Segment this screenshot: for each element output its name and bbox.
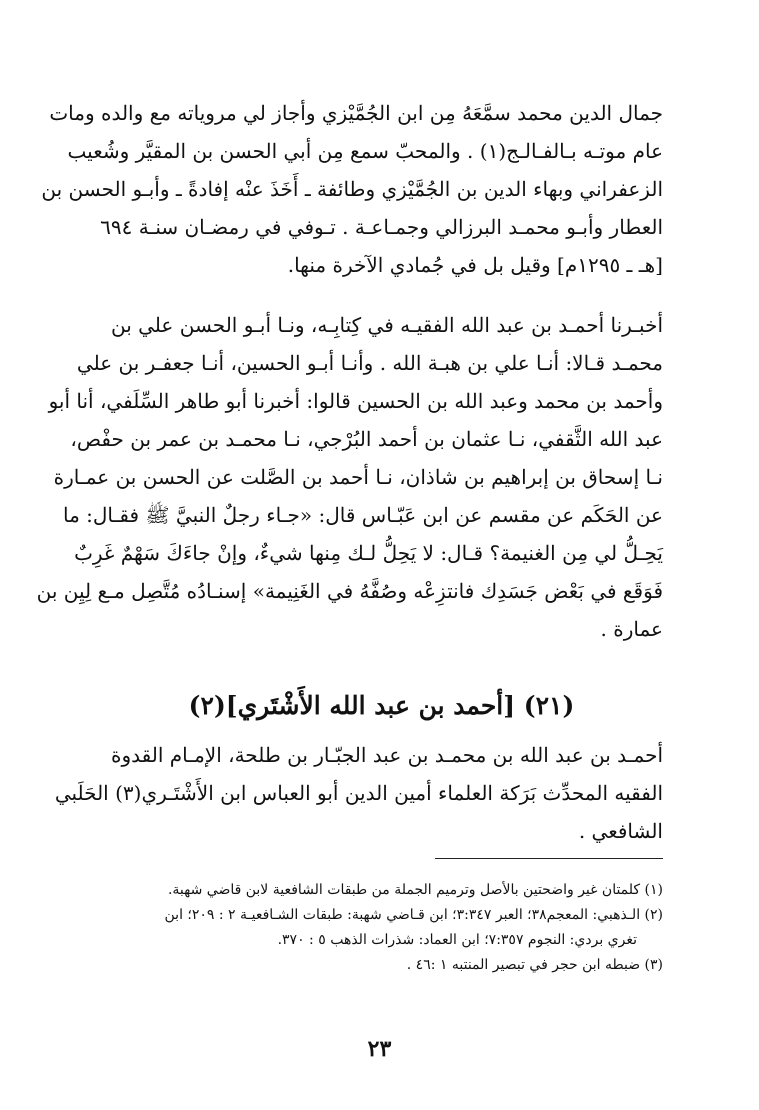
text-line: نـا إسحاق بن إبراهيم بن شاذان، نـا أحمد بن الصَّلت عن الحسن بن عمـارة: [53, 465, 663, 489]
paragraph-2: [36, 306, 663, 648]
paragraph-1: [41, 94, 663, 284]
paragraph-3: [54, 736, 663, 850]
text-line: وأحمد بن محمد وعبد الله بن الحسين قالوا: أخبرنا أبو طاهر السِّلَفي، أنا أبو: [48, 389, 663, 413]
page-number: ٢٣: [367, 1036, 392, 1062]
footnote-1: (١) كلمتان غير واضحتين بالأصل وترميم الجملة من طبقات الشافعية لابن قاضي شهبة.: [167, 882, 663, 898]
footnote-2: (٢) الـذهبي: المعجم٣٨؛ العبر ٣:٣٤٧؛ ابن قـاضي شهبة: طبقات الشـافعيـة ٢ : ٢٠٩؛ ابن: [164, 907, 663, 923]
text-line: عبد الله الثَّقفي، نـا عثمان بن أحمد البُرْجي، نـا محمـد بن عمر بن حفْص،: [70, 427, 663, 451]
text-line: الفقيه المحدِّث بَرَكة العلماء أمين الدين أبو العباس ابن الأَشْتَـري(٣) الحَلَبي: [54, 781, 663, 805]
text-line: أخبـرنا أحمـد بن عبد الله الفقيـه في كِتابِـه، ونـا أبـو الحسن علي بن: [110, 313, 663, 337]
footnote-2-continued: تغري بردي: النجوم ٧:٣٥٧؛ ابن العماد: شذرات الذهب ٥ : ٣٧٠.: [277, 932, 637, 948]
text-line: العطار وأبـو محمـد البرزالي وجمـاعـة . تـوفي في رمضـان سنـة ٦٩٤: [100, 215, 663, 239]
text-line: الزعفراني وبهاء الدين بن الجُمَّيْزي وطائفة ـ أَخَذَ عنْه إفادةً ـ وأبـو الحسن بن: [41, 177, 663, 201]
text-line: محمـد قـالا: أنـا علي بن هبـة الله . وأنـا أبـو الحسين، أنـا جعفـر بن علي: [76, 351, 663, 375]
entry-heading: (٢١) [أحمد بن عبد الله الأَشْتَري](٢): [188, 691, 575, 720]
text-line: أحمـد بن عبد الله بن محمـد بن عبد الجبّـار بن طلحة، الإمـام القدوة: [110, 743, 663, 767]
footnote-divider: [435, 858, 663, 859]
text-line: فَوَقَع في بَعْض جَسَدِك فانتزِعْه وصُفَّهُ في الغَنِيمة» إسنـادُه مُتَّصِل مـع لِيِن بن: [36, 579, 663, 603]
text-line: عام موتـه بـالفـالـج(١) . والمحبّ سمع مِن أبي الحسن بن المقيَّر وشُعيب: [67, 139, 663, 163]
text-line: [هـ ـ ١٢٩٥م] وقيل بل في جُمادي الآخرة منها.: [287, 253, 663, 277]
text-line: عمارة .: [600, 617, 663, 641]
text-line: يَحِـلُّ لي مِن الغنيمة؟ قـال: لا يَحِلُّ لـك مِنها شيءٌ، وإنْ جاءَكَ سَهْمٌ غَرِبٌ: [74, 541, 663, 565]
footnotes: [100, 878, 663, 978]
text-line: الشافعي .: [578, 819, 663, 843]
footnote-3: (٣) ضبطه ابن حجر في تبصير المنتبه ١ :٤٦ .: [406, 957, 663, 973]
text-line: جمال الدين محمد سمَّعَهُ مِن ابن الجُمَّيْزي وأجاز لي مروياته مع والده ومات: [49, 101, 663, 125]
text-line: عن الحَكَم عن مقسم عن ابن عَبّـاس قال: «جـاء رجلٌ النبيَّ ﷺ فقـال: ما: [62, 503, 663, 527]
